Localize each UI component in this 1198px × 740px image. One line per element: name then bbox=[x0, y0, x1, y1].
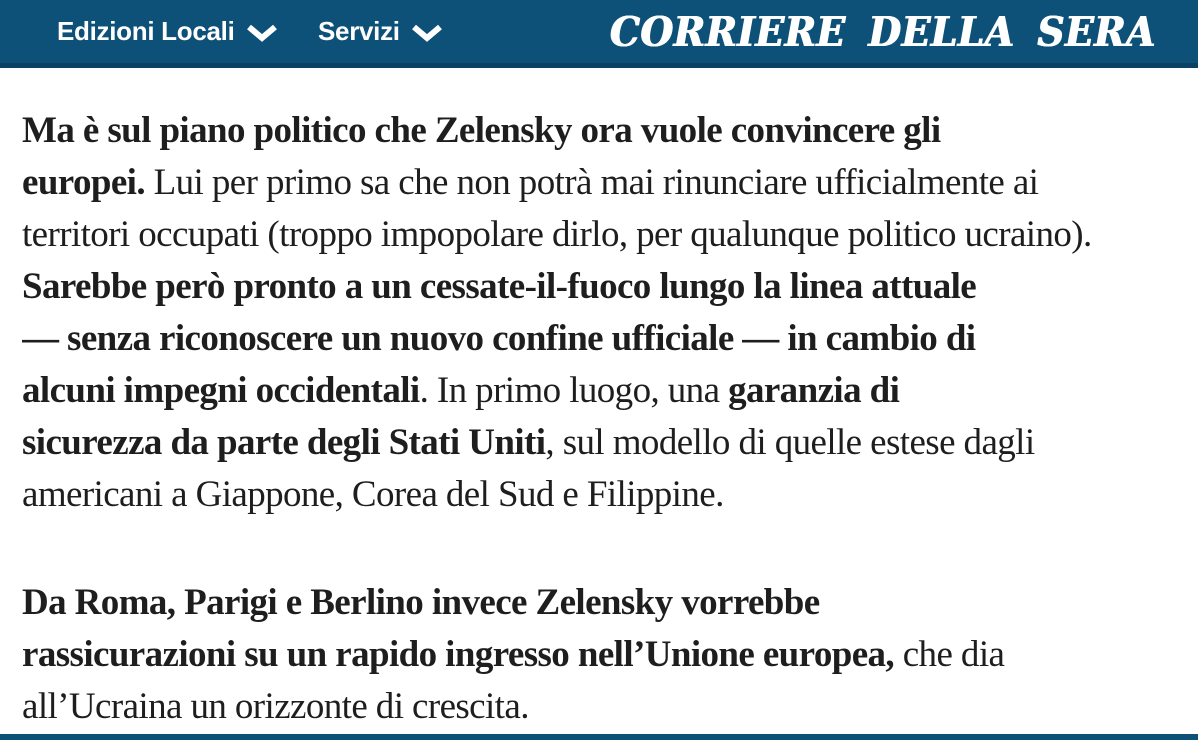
text-segment: che dia bbox=[894, 634, 1005, 675]
text-line bbox=[22, 629, 1182, 681]
bold-text-segment: Da Roma, Parigi e Berlino invece Zelensky vorrebbe bbox=[22, 582, 820, 623]
bold-text-segment: Ma è sul piano politico che Zelensky ora vuole convincere gli bbox=[22, 110, 941, 151]
text-segment: americani a Giappone, Corea del Sud e Filippine. bbox=[22, 474, 724, 515]
text-line bbox=[22, 313, 1182, 365]
bold-text-segment: sicurezza da parte degli Stati Uniti bbox=[22, 422, 546, 463]
text-line bbox=[22, 209, 1182, 261]
text-line bbox=[22, 417, 1182, 469]
bold-text-segment: — senza riconoscere un nuovo confine ufficiale — in cambio di bbox=[22, 318, 976, 359]
chevron-down-icon bbox=[246, 24, 278, 43]
text-segment: all’Ucraina un orizzonte di crescita. bbox=[22, 686, 529, 727]
chevron-down-icon bbox=[411, 24, 443, 43]
bottom-bar bbox=[0, 734, 1198, 740]
bold-text-segment: rassicurazioni su un rapido ingresso nell’Unione europea, bbox=[22, 634, 895, 675]
text-segment: . In primo luogo, una bbox=[419, 370, 729, 411]
paragraph bbox=[22, 105, 1182, 521]
text-line bbox=[22, 365, 1182, 417]
text-line bbox=[22, 157, 1182, 209]
text-segment: Lui per primo sa che non potrà mai rinunciare ufficialmente ai bbox=[144, 162, 1039, 203]
text-line bbox=[22, 577, 1182, 629]
bold-text-segment: alcuni impegni occidentali bbox=[22, 370, 420, 411]
text-segment: territori occupati (troppo impopolare dirlo, per qualunque politico ucraino). bbox=[22, 214, 1092, 255]
text-line bbox=[22, 105, 1182, 157]
bold-text-segment: garanzia di bbox=[728, 370, 900, 411]
bold-text-segment: europei. bbox=[22, 162, 145, 203]
text-line bbox=[22, 681, 1182, 733]
paragraph bbox=[22, 577, 1182, 733]
nav-item-servizi-label: Servizi bbox=[318, 16, 400, 46]
text-line bbox=[22, 261, 1182, 313]
text-line bbox=[22, 469, 1182, 521]
nav-item-edizioni-locali[interactable] bbox=[57, 0, 278, 63]
text-segment: , sul modello di quelle estese dagli bbox=[545, 422, 1035, 463]
bold-text-segment: Sarebbe però pronto a un cessate-il-fuoco lungo la linea attuale bbox=[22, 266, 977, 307]
article-body bbox=[22, 105, 1182, 733]
nav-item-servizi[interactable] bbox=[318, 0, 443, 63]
top-navigation-bar bbox=[0, 0, 1198, 68]
nav-item-edizioni-locali-label: Edizioni Locali bbox=[57, 16, 235, 46]
masthead-logo[interactable]: CORRIERE DELLA SERA bbox=[610, 7, 1156, 56]
